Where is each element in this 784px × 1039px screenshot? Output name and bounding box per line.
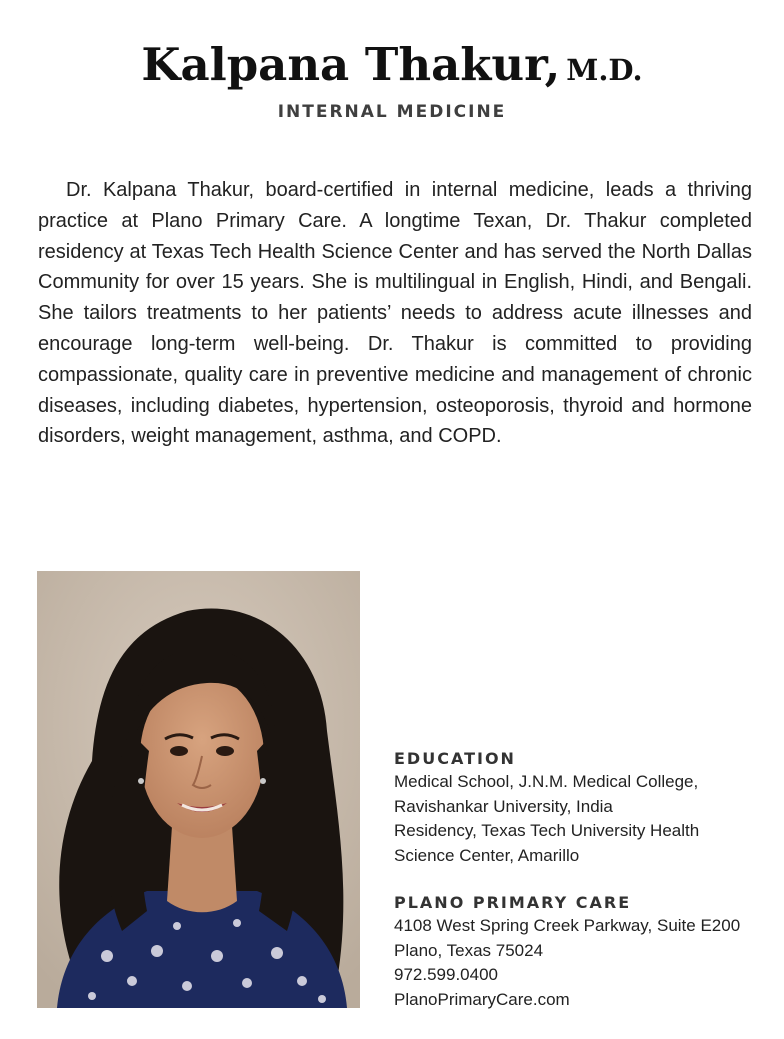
practice-city: Plano, Texas 75024: [394, 940, 544, 960]
doctor-name: Kalpana Thakur,: [141, 38, 561, 91]
biography-paragraph: Dr. Kalpana Thakur, board-certified in internal medicine, leads a thriving practice at Plano Primary Care. A longtime Texan, Dr. Thakur completed residency at Texas Tech Health Science Center and has served the North Dallas Community for over 15 years. She is multilingual in English, Hindi, and Bengali. She tailors treatments to her patients’ needs to address acute illnesses and encourage long-term well-being. Dr. Thakur is committed to providing compassionate, quality care in preventive medicine and management of chronic diseases, including diabetes, hypertension, osteoporosis, thyroid and hormone disorders, weight management, asthma, and COPD.: [38, 179, 752, 448]
education-line: Ravishankar University, India: [394, 796, 613, 816]
education-line: Medical School, J.N.M. Medical College,: [394, 772, 699, 791]
education-heading: EDUCATION: [394, 749, 516, 768]
practice-address: 4108 West Spring Creek Parkway, Suite E200: [394, 916, 741, 935]
education-line: Science Center, Amarillo: [394, 845, 580, 865]
doctor-credentials: M.D.: [566, 53, 643, 87]
info-panel: [394, 748, 774, 1012]
practice-heading: PLANO PRIMARY CARE: [394, 893, 632, 912]
practice-phone: 972.599.0400: [394, 965, 498, 984]
practice-website: PlanoPrimaryCare.com: [394, 989, 570, 1009]
specialty-subtitle: INTERNAL MEDICINE: [277, 102, 507, 122]
page-title: [0, 38, 784, 91]
doctor-portrait-photo: [37, 571, 360, 1008]
education-line: Residency, Texas Tech University Health: [394, 821, 700, 840]
